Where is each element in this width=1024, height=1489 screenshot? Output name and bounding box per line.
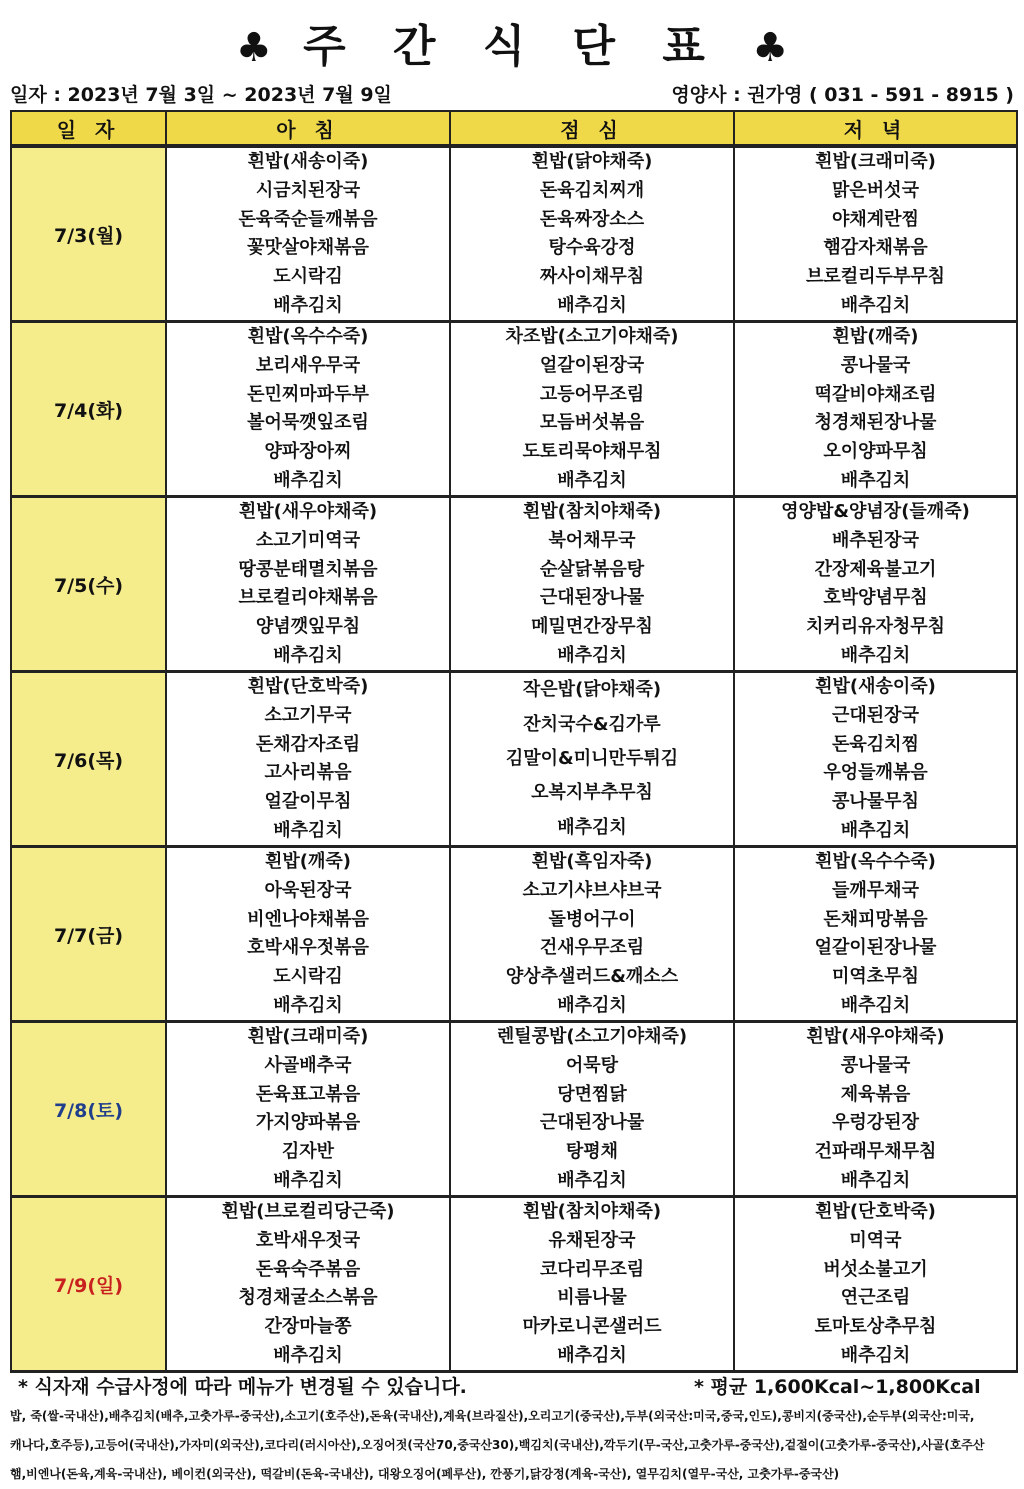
menu-title <box>0 10 1024 74</box>
dish-item: 비엔나야채볶음 <box>247 908 369 930</box>
dinner-dish-list <box>735 498 1016 670</box>
dish-item: 배추김치 <box>840 994 911 1016</box>
dish-item: 양념깻잎무침 <box>255 615 361 637</box>
dinner-dish-list <box>735 1198 1016 1370</box>
dish-item: 흰밥(닭야채죽) <box>531 151 653 173</box>
weekly-menu-table <box>10 110 1018 1373</box>
dish-item: 배추김치 <box>273 644 343 666</box>
dish-item: 배추김치 <box>557 1344 627 1366</box>
dish-item: 호박양념무침 <box>823 587 928 609</box>
dish-item: 오복지부추무침 <box>531 782 653 804</box>
dinner-dish-list <box>735 673 1016 845</box>
lunch-cell <box>450 497 734 672</box>
dish-item: 제육볶음 <box>840 1083 911 1105</box>
dish-item: 돈채피망볶음 <box>823 908 928 930</box>
dish-item: 호박새우젓국 <box>255 1229 361 1251</box>
header-breakfast: 아 침 <box>166 111 450 146</box>
dish-item: 간장마늘쫑 <box>264 1315 352 1337</box>
dish-item: 고사리볶음 <box>264 762 352 784</box>
dish-item: 흰밥(옥수수죽) <box>247 326 369 348</box>
origin-info <box>10 1402 1016 1489</box>
breakfast-cell <box>166 497 450 672</box>
dish-item: 배추김치 <box>840 1344 911 1366</box>
lunch-dish-list <box>451 323 733 495</box>
dish-item: 흰밥(깨죽) <box>832 326 919 348</box>
dish-item: 흰밥(참치야채죽) <box>522 1201 662 1223</box>
dinner-cell <box>734 322 1017 497</box>
dish-item: 배추김치 <box>557 816 627 838</box>
dish-item: 흰밥(새우야채죽) <box>238 501 378 523</box>
dish-item: 미역초무침 <box>832 965 919 987</box>
date-label: 7/8(토) <box>53 1099 124 1122</box>
day-row <box>11 322 1017 497</box>
date-label: 7/9(일) <box>53 1274 124 1297</box>
dinner-dish-list <box>735 848 1016 1020</box>
dish-item: 아욱된장국 <box>264 879 352 901</box>
breakfast-cell <box>166 146 450 322</box>
dish-item: 땅콩분태멸치볶음 <box>238 558 378 580</box>
dish-item: 얼갈이된장국 <box>539 354 645 376</box>
origin-line: 캐나다,호주등),고등어(국내산),가자미(외국산),코다리(러시아산),오징어젓(국산70,중국산30),백김치(국내산),깍두기(무-국산,고춧가루-중국산),겉절이(고춧가루-중국산),사골(호주산 <box>10 1438 985 1452</box>
dish-item: 흰밥(참치야채죽) <box>522 501 662 523</box>
dish-item: 유채된장국 <box>548 1229 636 1251</box>
dish-item: 돈육죽순들깨볶음 <box>238 208 378 230</box>
dish-item: 짜사이채무침 <box>539 265 645 287</box>
dish-item: 흰밥(단호박죽) <box>247 676 369 698</box>
lunch-dish-list <box>451 1198 733 1370</box>
lunch-cell <box>450 1022 734 1197</box>
date-label: 7/5(수) <box>53 574 124 597</box>
dish-item: 우엉들깨볶음 <box>823 762 928 784</box>
dish-item: 배추김치 <box>557 469 627 491</box>
dinner-cell <box>734 672 1017 847</box>
dish-item: 배추김치 <box>557 644 627 666</box>
dietitian-contact: 영양사 : 권가영 ( 031 - 591 - 8915 ) <box>671 84 1014 106</box>
breakfast-dish-list <box>167 498 449 670</box>
date-cell <box>11 146 166 322</box>
date-cell <box>11 1022 166 1197</box>
dinner-dish-list <box>735 323 1016 495</box>
dish-item: 건새우무조림 <box>539 937 645 959</box>
breakfast-dish-list <box>167 1023 449 1195</box>
dish-item: 김자반 <box>281 1140 335 1162</box>
breakfast-cell <box>166 672 450 847</box>
day-row <box>11 497 1017 672</box>
dish-item: 브로컬리야채볶음 <box>238 587 378 609</box>
dish-item: 돈민찌마파두부 <box>247 383 369 405</box>
origin-line: 햄,비엔나(돈육,계육-국내산), 베이컨(외국산), 떡갈비(돈육-국내산), 대왕오징어(페루산), 깐풍기,닭강정(계육-국산), 열무김치(열무-국산, 고춧가루-중국산) <box>10 1467 840 1481</box>
dish-item: 양파장아찌 <box>264 440 352 462</box>
dish-item: 치커리유자청무침 <box>805 615 946 637</box>
dish-item: 북어채무국 <box>548 529 636 551</box>
dish-item: 돈채감자조림 <box>255 733 361 755</box>
dish-item: 근대된장나물 <box>539 1112 645 1134</box>
date-cell <box>11 1197 166 1372</box>
dish-item: 영양밥&양념장(들깨죽) <box>781 501 970 523</box>
dish-item: 맑은버섯국 <box>832 179 919 201</box>
dish-item: 얼갈이된장나물 <box>814 937 937 959</box>
dinner-cell <box>734 1197 1017 1372</box>
day-row <box>11 146 1017 322</box>
dish-item: 흰밥(깨죽) <box>264 851 351 873</box>
dish-item: 건파래무채무침 <box>814 1140 937 1162</box>
lunch-cell <box>450 1197 734 1372</box>
dish-item: 배추김치 <box>273 1344 343 1366</box>
dish-item: 배추김치 <box>840 469 911 491</box>
dish-item: 배추된장국 <box>832 529 919 551</box>
date-label: 7/3(월) <box>53 224 124 247</box>
dish-item: 어묵탕 <box>565 1054 619 1076</box>
date-label: 7/4(화) <box>53 399 124 422</box>
header-dinner: 저 녁 <box>734 111 1017 146</box>
dish-item: 떡갈비야채조림 <box>814 383 937 405</box>
header-date: 일 자 <box>11 111 166 146</box>
dish-item: 도토리묵야채무침 <box>522 440 662 462</box>
dinner-cell <box>734 146 1017 322</box>
dish-item: 배추김치 <box>557 994 627 1016</box>
lunch-dish-list <box>451 148 733 320</box>
lunch-dish-list <box>451 1023 733 1195</box>
dish-item: 볼어묵깻잎조림 <box>247 412 369 434</box>
dish-item: 탕수육강정 <box>548 237 636 259</box>
dish-item: 청경채굴소스볶음 <box>238 1287 378 1309</box>
dish-item: 돈육짜장소스 <box>539 208 645 230</box>
dish-item: 소고기미역국 <box>255 529 361 551</box>
header-row <box>11 111 1017 146</box>
dish-item: 콩나물국 <box>840 354 911 376</box>
dish-item: 흰밥(흑임자죽) <box>531 851 653 873</box>
dish-item: 야채계란찜 <box>832 208 919 230</box>
dish-item: 버섯소불고기 <box>823 1258 928 1280</box>
dish-item: 흰밥(크래미죽) <box>815 151 936 173</box>
breakfast-cell <box>166 1197 450 1372</box>
dish-item: 토마토상추무침 <box>814 1315 937 1337</box>
breakfast-dish-list <box>167 323 449 495</box>
dish-item: 돈육표고볶음 <box>255 1083 361 1105</box>
day-row <box>11 1197 1017 1372</box>
dish-item: 배추김치 <box>273 819 343 841</box>
day-row <box>11 847 1017 1022</box>
dish-item: 잔치국수&김가루 <box>523 713 661 735</box>
dish-item: 배추김치 <box>273 1169 343 1191</box>
dish-item: 얼갈이무침 <box>264 790 352 812</box>
dinner-dish-list <box>735 148 1016 320</box>
dish-item: 배추김치 <box>840 644 911 666</box>
dinner-dish-list <box>735 1023 1016 1195</box>
dish-item: 흰밥(새송이죽) <box>247 151 369 173</box>
dish-item: 배추김치 <box>557 294 627 316</box>
dish-item: 소고기샤브샤브국 <box>522 879 662 901</box>
dish-item: 작은밥(닭야채죽) <box>522 679 662 701</box>
breakfast-dish-list <box>167 1198 449 1370</box>
dish-item: 콩나물국 <box>840 1054 911 1076</box>
change-notice: * 식자재 수급사정에 따라 메뉴가 변경될 수 있습니다. <box>18 1376 467 1398</box>
breakfast-cell <box>166 322 450 497</box>
dinner-cell <box>734 847 1017 1022</box>
dinner-cell <box>734 497 1017 672</box>
dish-item: 김말이&미니만두튀김 <box>505 747 679 769</box>
breakfast-dish-list <box>167 148 449 320</box>
dish-item: 꽃맛살야채볶음 <box>247 237 369 259</box>
dish-item: 돌병어구이 <box>548 908 636 930</box>
dish-item: 흰밥(새우야채죽) <box>806 1026 945 1048</box>
dish-item: 근대된장나물 <box>539 587 645 609</box>
date-cell <box>11 847 166 1022</box>
dish-item: 배추김치 <box>273 469 343 491</box>
dish-item: 청경채된장나물 <box>814 412 937 434</box>
dish-item: 렌틸콩밥(소고기야채죽) <box>496 1026 688 1048</box>
header-lunch: 점 심 <box>450 111 734 146</box>
dish-item: 도시락김 <box>273 965 343 987</box>
menu-title-text: 주 간 식 단 표 <box>303 21 721 72</box>
dish-item: 우렁강된장 <box>832 1112 919 1134</box>
dish-item: 배추김치 <box>840 294 911 316</box>
dish-item: 소고기무국 <box>264 704 352 726</box>
dish-item: 탕평채 <box>565 1140 619 1162</box>
calorie-notice: * 평균 1,600Kcal~1,800Kcal <box>694 1376 981 1398</box>
dish-item: 모듬버섯볶음 <box>539 412 645 434</box>
date-cell <box>11 497 166 672</box>
period: 일자 : 2023년 7월 3일 ~ 2023년 7월 9일 <box>10 84 392 106</box>
date-label: 7/6(목) <box>53 749 124 772</box>
lunch-cell <box>450 672 734 847</box>
dish-item: 시금치된장국 <box>255 179 361 201</box>
dish-item: 돈육숙주볶음 <box>255 1258 361 1280</box>
dish-item: 배추김치 <box>840 819 911 841</box>
dish-item: 미역국 <box>849 1229 902 1251</box>
dish-item: 고등어무조림 <box>539 383 645 405</box>
dish-item: 오이양파무침 <box>823 440 928 462</box>
dish-item: 가지양파볶음 <box>255 1112 361 1134</box>
date-cell <box>11 322 166 497</box>
dish-item: 비름나물 <box>557 1287 627 1309</box>
dish-item: 마카로니콘샐러드 <box>522 1315 662 1337</box>
lunch-dish-list <box>451 673 733 845</box>
lunch-dish-list <box>451 498 733 670</box>
dish-item: 흰밥(브로컬리당근죽) <box>221 1201 395 1223</box>
dish-item: 당면찜닭 <box>557 1083 627 1105</box>
dish-item: 간장제육불고기 <box>814 558 937 580</box>
dish-item: 양상추샐러드&깨소스 <box>505 965 679 987</box>
dish-item: 메밀면간장무침 <box>531 615 653 637</box>
dish-item: 흰밥(옥수수죽) <box>815 851 936 873</box>
dish-item: 도시락김 <box>273 265 343 287</box>
dish-item: 돈육김치찜 <box>832 733 919 755</box>
dish-item: 돈육김치찌개 <box>539 179 645 201</box>
club-icon: ♣ <box>752 25 789 71</box>
dish-item: 보리새우무국 <box>255 354 361 376</box>
club-icon: ♣ <box>235 25 272 71</box>
dish-item: 콩나물무침 <box>832 790 919 812</box>
dish-item: 사골배추국 <box>264 1054 352 1076</box>
day-row <box>11 1022 1017 1197</box>
dish-item: 흰밥(크래미죽) <box>247 1026 369 1048</box>
lunch-cell <box>450 146 734 322</box>
breakfast-cell <box>166 847 450 1022</box>
menu-body <box>11 146 1017 1372</box>
dish-item: 근대된장국 <box>832 704 919 726</box>
breakfast-cell <box>166 1022 450 1197</box>
breakfast-dish-list <box>167 848 449 1020</box>
date-cell <box>11 672 166 847</box>
date-label: 7/7(금) <box>53 924 124 947</box>
dish-item: 배추김치 <box>273 994 343 1016</box>
origin-line: 밥, 죽(쌀-국내산),배추김치(배추,고춧가루-중국산),소고기(호주산),돈육(국내산),계육(브라질산),오리고기(중국산),두부(외국산:미국,중국,인도),콩비지(중국산),순두부(외국산:미국, <box>10 1409 975 1423</box>
dish-item: 배추김치 <box>273 294 343 316</box>
lunch-cell <box>450 322 734 497</box>
breakfast-dish-list <box>167 673 449 845</box>
lunch-cell <box>450 847 734 1022</box>
dish-item: 배추김치 <box>557 1169 627 1191</box>
dish-item: 순살닭볶음탕 <box>539 558 645 580</box>
dinner-cell <box>734 1022 1017 1197</box>
day-row <box>11 672 1017 847</box>
lunch-dish-list <box>451 848 733 1020</box>
dish-item: 흰밥(단호박죽) <box>815 1201 936 1223</box>
dish-item: 배추김치 <box>840 1169 911 1191</box>
dish-item: 차조밥(소고기야채죽) <box>505 326 679 348</box>
dish-item: 햄감자채볶음 <box>823 237 928 259</box>
dish-item: 호박새우젓볶음 <box>247 937 369 959</box>
dish-item: 흰밥(새송이죽) <box>815 676 936 698</box>
dish-item: 들깨무채국 <box>832 879 919 901</box>
dish-item: 코다리무조림 <box>539 1258 645 1280</box>
dish-item: 브로컬리두부무침 <box>805 265 946 287</box>
dish-item: 연근조림 <box>840 1287 911 1309</box>
